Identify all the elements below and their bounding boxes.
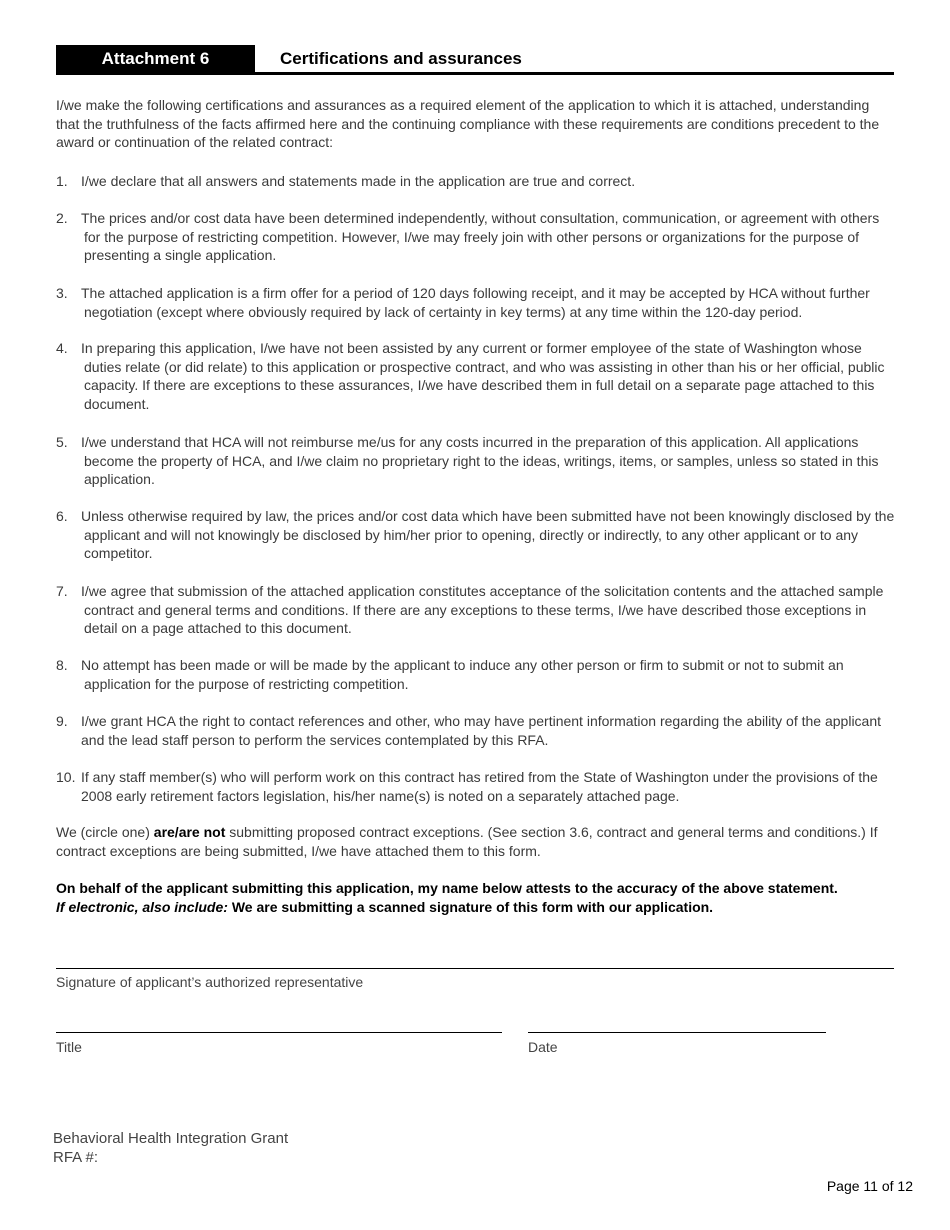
list-item <box>56 339 896 414</box>
item-text: I/we understand that HCA will not reimburse me/us for any costs incurred in the preparation of this application. All applications become the property of HCA, and I/we claim no proprietary right to the ideas, writings, items, or samples, unless so stated in this application. <box>81 434 879 488</box>
page-title: Certifications and assurances <box>280 49 522 68</box>
item-text: I/we grant HCA the right to contact references and other, who may have pertinent information regarding the ability of the applicant and the lead staff person to perform the services contemplated by this RFA. <box>81 713 882 748</box>
item-text: Unless otherwise required by law, the prices and/or cost data which have been submitted have not been knowingly disclosed by the applicant and will not knowingly be disclosed by him/her prior to opening, directly or indirectly, to any other applicant or to any competitor. <box>81 508 895 562</box>
contract-exceptions-statement <box>56 823 896 860</box>
title-line[interactable] <box>56 1032 502 1033</box>
list-item <box>56 582 896 638</box>
item-number: 2. <box>56 210 68 226</box>
item-number: 7. <box>56 583 68 599</box>
signature-line[interactable] <box>56 968 894 969</box>
date-line[interactable] <box>528 1032 826 1033</box>
item-text: In preparing this application, I/we have not been assisted by any current or former employee of the state of Washington whose duties relate (or did relate) to this application or prospective contract, and who was assisting in other than his or her official, public capacity. If there are exceptions to these assurances, I/we have described them in full detail on a separate page attached to this document. <box>81 340 885 413</box>
item-number: 10. <box>56 769 76 785</box>
item-text: If any staff member(s) who will perform work on this contract has retired from the State of Washington under the provisions of the 2008 early retirement factors legislation, his/her name(s) is noted on a separately attached page. <box>81 769 878 804</box>
list-item <box>56 507 896 563</box>
attestation-rest: We are submitting a scanned signature of this form with our application. <box>227 898 714 915</box>
item-number: 8. <box>56 657 68 673</box>
program-name: Behavioral Health Integration Grant <box>53 1130 289 1147</box>
list-item <box>56 656 896 693</box>
item-number: 4. <box>56 340 68 356</box>
page-number: Page 11 of 12 <box>826 1178 913 1194</box>
closing-suffix: submitting proposed contract exceptions. (See section 3.6, contract and general terms and conditions.) If contract exceptions are being submitted, I/we have attached them to this form. <box>56 824 878 859</box>
item-text: I/we agree that submission of the attached application constitutes acceptance of the solicitation contents and the attached sample contract and general terms and conditions. If there are any exceptions to these terms, I/we have described those exceptions in detail on a page attached to this document. <box>81 583 884 637</box>
attachment-header <box>56 45 894 75</box>
signature-label: Signature of applicant’s authorized representative <box>56 974 364 990</box>
item-text: No attempt has been made or will be made by the applicant to induce any other person or firm to submit or not to submit an application for the purpose of restricting competition. <box>81 657 844 692</box>
closing-prefix: We (circle one) <box>56 824 154 840</box>
rfa-number: RFA #: <box>53 1149 99 1166</box>
list-item <box>56 712 896 749</box>
item-number: 3. <box>56 285 68 301</box>
list-item <box>56 433 896 489</box>
item-text: I/we declare that all answers and statements made in the application are true and correct. <box>81 173 636 189</box>
title-label: Title <box>56 1039 82 1055</box>
item-number: 5. <box>56 434 68 450</box>
attestation <box>56 879 896 916</box>
list-item <box>56 172 896 191</box>
item-text: The prices and/or cost data have been determined independently, without consultation, communication, or agreement with others for the purpose of restricting competition. However, I/we may freely join with other persons or organizations for the purpose of presenting a single application. <box>81 210 880 264</box>
attestation-line-2 <box>56 898 896 917</box>
item-text: The attached application is a firm offer for a period of 120 days following receipt, and it may be accepted by HCA without further negotiation (except where obviously required by lack of certainty in key terms) at any time within the 120-day period. <box>81 285 870 320</box>
item-number: 6. <box>56 508 68 524</box>
attestation-italic: If electronic, also include: <box>56 898 228 915</box>
intro-paragraph: I/we make the following certifications and assurances as a required element of the application to which it is attached, understanding that the truthfulness of the facts affirmed here and the continuing compliance with these requirements are conditions precedent to the award or continuation of the related contract: <box>56 97 880 151</box>
list-item <box>56 284 896 321</box>
circle-choice[interactable]: are/are not <box>153 824 226 840</box>
date-label: Date <box>528 1039 558 1055</box>
list-item <box>56 768 896 805</box>
footer-program <box>53 1129 288 1167</box>
attachment-label: Attachment 6 <box>56 45 255 73</box>
attestation-line-1: On behalf of the applicant submitting this application, my name below attests to the accuracy of the above statement. <box>56 880 838 896</box>
list-item <box>56 209 896 265</box>
item-number: 9. <box>56 713 68 729</box>
item-number: 1. <box>56 173 68 189</box>
